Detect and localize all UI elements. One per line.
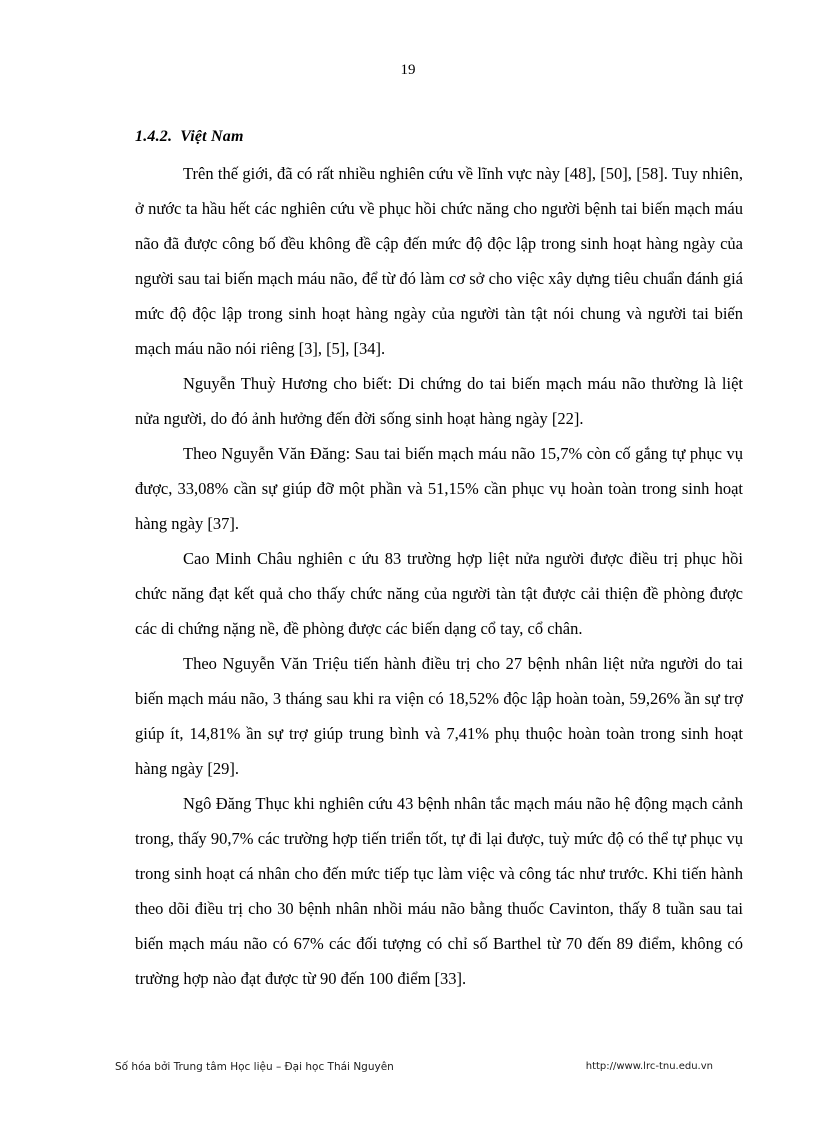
paragraph-5: Theo Nguyễn Văn Triệu tiến hành điều trị cho 27 bệnh nhân liệt nửa người do tai biến mạch máu não, 3 tháng sau khi ra viện có 18,52% độc lập hoàn toàn, 59,26% ần sự trợ giúp ít, 14,81% ần sự trợ giúp trung bình và 7,41% phụ thuộc hoàn toàn trong sinh hoạt hàng ngày [29].: [135, 654, 743, 778]
section-heading: [135, 128, 743, 146]
footer-credit: Số hóa bởi Trung tâm Học liệu – Đại học Thái Nguyên: [115, 1061, 394, 1073]
paragraph-2: Nguyễn Thuỳ Hương cho biết: Di chứng do tai biến mạch máu não thường là liệt nửa người, do đó ảnh hưởng đến đời sống sinh hoạt hàng ngày [22].: [135, 374, 743, 428]
paragraph-6: Ngô Đăng Thục khi nghiên cứu 43 bệnh nhân tắc mạch máu não hệ động mạch cảnh trong, thấy 90,7% các trường hợp tiến triển tốt, tự đi lại được, tuỳ mức độ có thể tự phục vụ trong sinh hoạt cá nhân cho đến mức tiếp tục làm việc và công tác như trước. Khi tiến hành theo dõi điều trị cho 30 bệnh nhân nhồi máu não bằng thuốc Cavinton, thấy 8 tuần sau tai biến mạch máu não có 67% các đối tượng có chỉ số Barthel từ 70 đến 89 điểm, không có trường hợp nào đạt được từ 90 đến 100 điểm [33].: [135, 794, 743, 988]
paragraph-4: Cao Minh Châu nghiên c ứu 83 trường hợp liệt nửa người được điều trị phục hồi chức năng đạt kết quả cho thấy chức năng của người tàn tật được cải thiện đề phòng được các di chứng nặng nề, đề phòng được các biến dạng cổ tay, cổ chân.: [135, 549, 743, 638]
footer-url: http://www.lrc-tnu.edu.vn: [585, 1061, 713, 1072]
page-content: [135, 128, 743, 996]
section-title: Việt Nam: [180, 128, 244, 145]
section-number: 1.4.2.: [135, 128, 173, 145]
paragraph-1: Trên thế giới, đã có rất nhiều nghiên cứu về lĩnh vực này [48], [50], [58]. Tuy nhiên, ở nước ta hầu hết các nghiên cứu về phục hồi chức năng cho người bệnh tai biến mạch máu não đã được công bố đều không đề cập đến mức độ độc lập trong sinh hoạt hàng ngày của người sau tai biến mạch máu não, để từ đó làm cơ sở cho việc xây dựng tiêu chuẩn đánh giá mức độ độc lập trong sinh hoạt hàng ngày của người tàn tật nói chung và người tai biến mạch máu não nói riêng [3], [5], [34].: [135, 164, 743, 358]
paragraph-3: Theo Nguyễn Văn Đăng: Sau tai biến mạch máu não 15,7% còn cố gắng tự phục vụ được, 33,08% cần sự giúp đỡ một phần và 51,15% cần phục vụ hoàn toàn trong sinh hoạt hàng ngày [37].: [135, 444, 743, 533]
page-number: 19: [400, 62, 416, 78]
